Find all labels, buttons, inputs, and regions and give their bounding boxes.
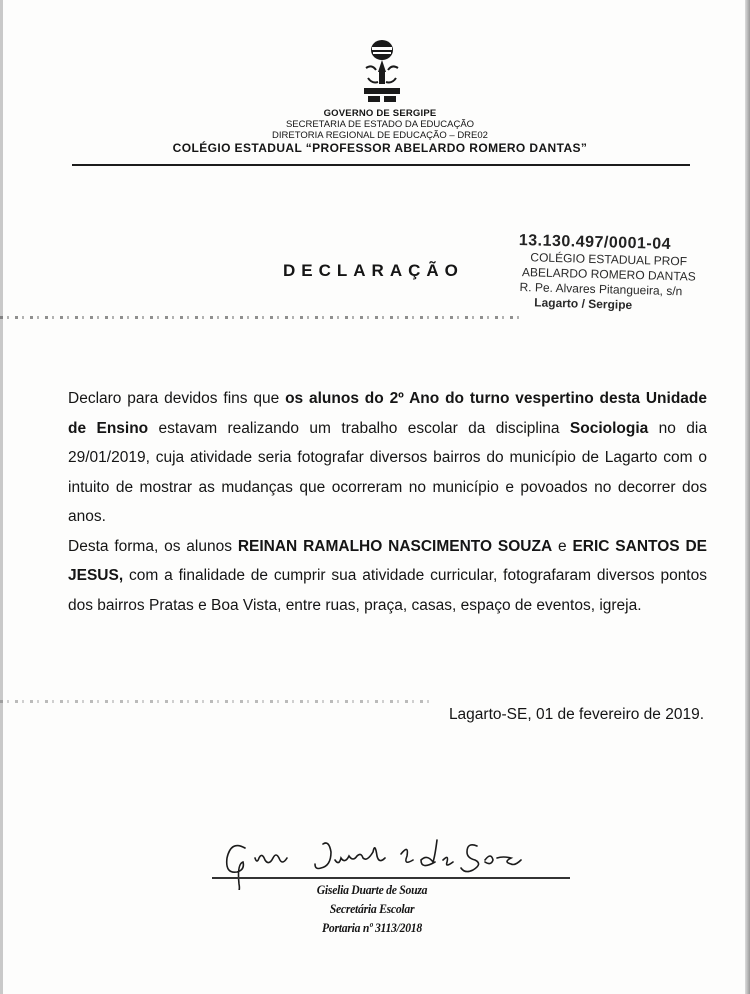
school-stamp [517,232,749,316]
scan-edge-left [0,0,3,994]
state-seal-icon [358,38,406,104]
scan-edge-right [745,0,750,994]
document-title: DECLARAÇÃO [283,261,464,280]
text-run: e [552,537,573,555]
text-run: Desta forma, os alunos [68,537,238,555]
bold-run: REINAN RAMALHO NASCIMENTO SOUZA [237,537,553,555]
date-line: Lagarto-SE, 01 de fevereiro de 2019. [448,706,704,723]
signature-block [300,880,444,937]
signer-portaria: Portaria nº 3113/2018 [322,920,422,935]
stamp-line: COLÉGIO ESTADUAL PROF [530,250,688,269]
letterhead [60,108,700,155]
letterhead-secretariat: SECRETARIA DE ESTADO DA EDUCAÇÃO [285,119,475,130]
signature-line [212,877,570,879]
text-run: com a finalidade de cumprir sua atividade curricular, fotografaram diversos pontos dos bairros Pratas e Boa Vista, entre ruas, praça, casas, espaço de eventos, igreja. [68,567,707,614]
signer-role: Secretária Escolar [329,901,415,916]
text-run: estavam realizando um trabalho escolar da disciplina [148,419,570,437]
declaration-body [68,384,707,620]
signer-name: Giselia Duarte de Souza [316,882,428,897]
paragraph [68,532,707,621]
letterhead-divider [72,164,690,166]
letterhead-directorate: DIRETORIA REGIONAL DE EDUCAÇÃO – DRE02 [272,130,488,141]
text-run: no dia 29/01/2019, cuja atividade seria fotografar diversos bairros do município de Lagarto com o intuito de mostrar as mudanças que ocorreram no município e povoados no decorrer dos anos. [68,419,707,525]
fold-crease [0,316,520,319]
text-run: Declaro para devidos fins que [68,390,286,407]
letterhead-school: COLÉGIO ESTADUAL “PROFESSOR ABELARDO ROMERO DANTAS” [172,141,588,155]
bold-run: ERIC SANTOS DE JESUS, [68,537,707,584]
stamp-address: R. Pe. Alvares Pitangueira, s/n [519,280,683,299]
stamp-cnpj: 13.130.497/0001-04 [518,232,672,253]
stamp-city: Lagarto / Sergipe [534,295,633,312]
stamp-line: ABELARDO ROMERO DANTAS [521,265,696,284]
letterhead-government: GOVERNO DE SERGIPE [323,108,437,119]
bold-run: Sociologia [569,419,649,437]
bold-run: os alunos do 2º Ano do turno vespertino desta Unidade de Ensino [68,390,708,437]
fold-crease [0,700,430,703]
paragraph [68,384,707,532]
